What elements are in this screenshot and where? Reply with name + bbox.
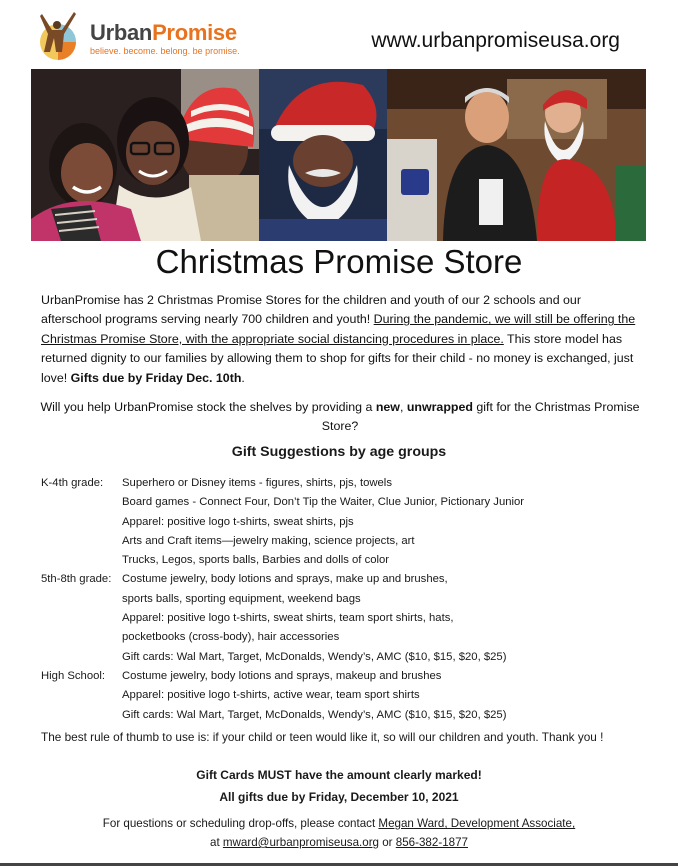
suggestions-heading: Gift Suggestions by age groups	[231, 444, 447, 460]
due-date-bold: Gifts due by Friday Dec. 10th	[70, 370, 242, 385]
page-divider	[0, 863, 678, 866]
pandemic-note: During the pandemic, we will still be offering the Christmas Promise Store, with the appropriate social distancing procedures in place.	[41, 312, 636, 346]
list-item: Gift cards: Wal Mart, Target, McDonalds, Wendy’s, AMC ($10, $15, $20, $25)	[122, 650, 507, 663]
list-item: pocketbooks (cross-body), hair accessories	[122, 631, 340, 644]
list-item: K-4th grade: Superhero or Disney items - figures, shirts, pjs, towels	[41, 474, 651, 493]
group-label: K-4th grade:	[41, 477, 104, 489]
deadline-notice: All gifts due by Friday, December 10, 2021	[219, 790, 459, 804]
gift-card-notice: Gift Cards MUST have the amount clearly marked!	[196, 768, 482, 782]
list-item: Gift cards: Wal Mart, Target, McDonalds, Wendy’s, AMC ($10, $15, $20, $25)	[122, 708, 507, 721]
photo-strip	[31, 69, 646, 241]
urbanpromise-logo	[32, 8, 262, 64]
photo-santa-portrait	[259, 69, 387, 241]
donation-ask: Will you help UrbanPromise stock the shelves by providing a new, unwrapped gift for the Christmas Promise Store?	[40, 400, 640, 434]
page-title: Christmas Promise Store	[155, 243, 523, 280]
intro-paragraph: UrbanPromise has 2 Christmas Promise Stores for the children and youth of our 2 schools and our afterschool programs serving nearly 700 children and youth! During the pandemic, we will still be offering the Christmas Promise Store, with the appropriate social distancing procedures in place. This store model has returned dignity to our families by allowing them to shop for gifts for their child - no money is exchanged, just love! Gifts due by Friday Dec. 10th.	[41, 293, 636, 385]
logo-wordmark: UrbanPromise	[90, 20, 237, 45]
logo-tagline: believe. become. belong. be promise.	[90, 46, 240, 56]
list-item: Apparel: positive logo t-shirts, sweat shirts, pjs	[122, 515, 354, 528]
phone-link[interactable]: 856-382-1877	[395, 836, 468, 849]
contact-line-2: at mward@urbanpromiseusa.org or 856-382-1877	[210, 836, 468, 849]
list-item: 5th-8th grade: Costume jewelry, body lotions and sprays, make up and brushes,	[41, 570, 651, 589]
rule-of-thumb: The best rule of thumb to use is: if your child or teen would like it, so will our children and youth. Thank you !	[41, 730, 604, 744]
photo-man-with-santa	[387, 69, 646, 241]
list-item: Apparel: positive logo t-shirts, active wear, team sport shirts	[122, 689, 420, 702]
list-item: sports balls, sporting equipment, weekend bags	[122, 592, 361, 605]
photo-children-selfie	[31, 69, 259, 241]
website-url: www.urbanpromiseusa.org	[371, 29, 620, 52]
group-label: High School:	[41, 669, 106, 682]
list-item: Apparel: positive logo t-shirts, sweat shirts, team sport shirts, hats,	[122, 612, 454, 625]
logo-figure-icon	[32, 8, 88, 64]
email-link[interactable]: mward@urbanpromiseusa.org	[222, 836, 380, 849]
group-label: 5th-8th grade:	[41, 573, 112, 586]
contact-line: For questions or scheduling drop-offs, please contact Megan Ward, Development Associate,	[102, 817, 576, 830]
list-item: Trucks, Legos, sports balls, Barbies and dolls of color	[122, 554, 390, 567]
contact-name-link[interactable]: Megan Ward, Development Associate,	[378, 817, 576, 830]
list-item: Arts and Craft items—jewelry making, science projects, art	[122, 534, 415, 547]
gift-suggestions-list	[41, 474, 651, 725]
list-item: High School: Costume jewelry, body lotions and sprays, makeup and brushes	[41, 667, 651, 686]
list-item: Board games - Connect Four, Don’t Tip the Waiter, Clue Junior, Pictionary Junior	[122, 496, 525, 509]
